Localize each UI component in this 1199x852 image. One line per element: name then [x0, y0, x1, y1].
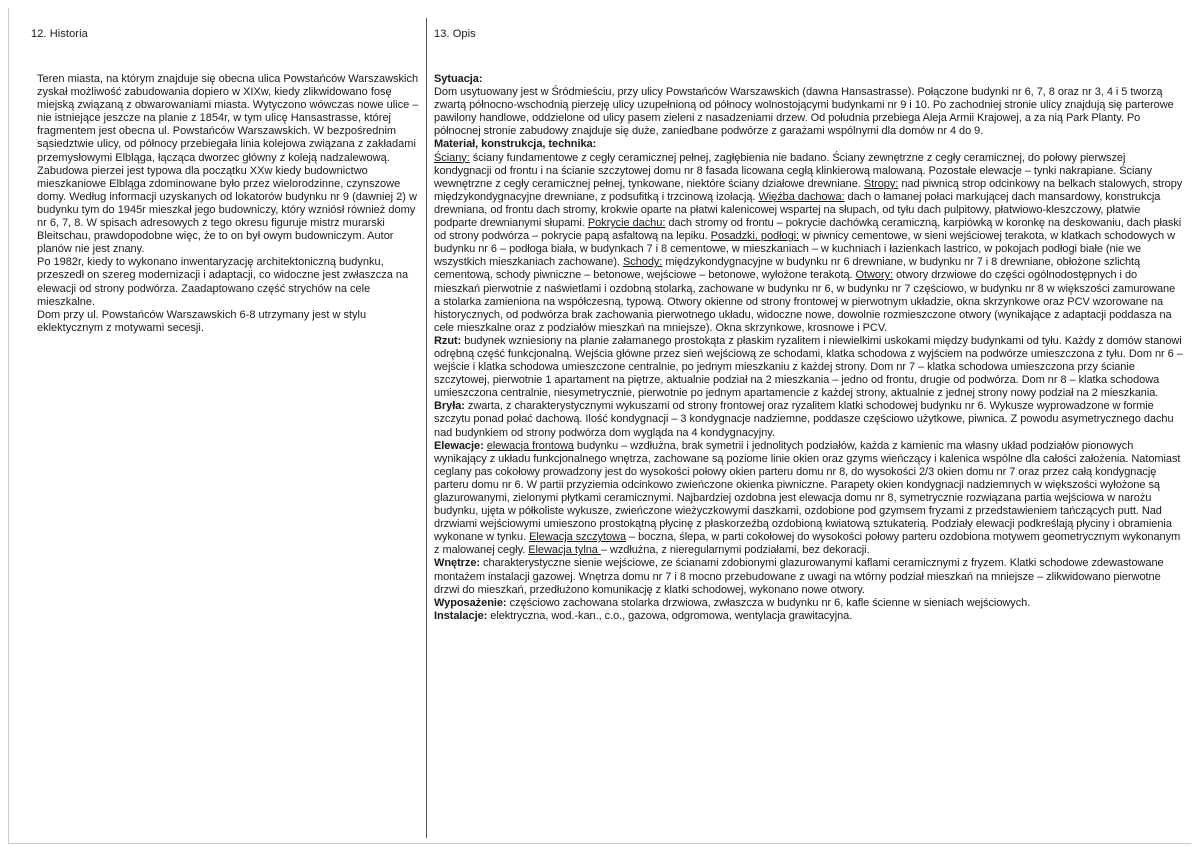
floors-text: w piwnicy cementowe, w sieni wejściowej terakota, w klatkach schodowych w budynku nr 6 – podłoga biała, w budynkach 7 i 8 cementowe, w mieszkaniach – w kuchniach i łazienkach lastrico, w pokojach podłogi białe (nie we wszystkich mieszkaniach zachowane).: [434, 230, 1175, 269]
installations-paragraph: [434, 610, 1184, 623]
roof-covering-text: dach stromy od frontu – pokrycie dachówką ceramiczną, karpiówką w koronkę na deskowaniu, dach płaski od strony podwórza – pokrycie papą asfaltową na lepiku.: [434, 217, 1182, 243]
installations-label: Instalacje:: [434, 609, 488, 622]
roof-covering-label: Pokrycie dachu:: [587, 217, 666, 230]
walls-label: Ściany:: [434, 151, 470, 164]
stairs-text: międzykondygnacyjne w budynku nr 6 drewniane, w budynku nr 7 i 8 drewniane, obłożone szlichtą cementową, schody piwniczne – betonowe, wejściowe – betonowe, wyłożone terakotą.: [434, 256, 1141, 282]
installations-text: elektryczna, wod.-kan., c.o., gazowa, odgromowa, wentylacja grawitacyjna.: [487, 609, 853, 622]
material-paragraph: [434, 152, 1184, 335]
plan-label: Rzut:: [434, 334, 462, 347]
facade-front-label: elewacja frontowa: [486, 439, 574, 452]
description-heading: 13. Opis: [434, 28, 476, 40]
roof-structure-label: Więźba dachowa:: [758, 190, 845, 203]
mass-paragraph: [434, 400, 1184, 439]
plan-text: budynek wzniesiony na planie załamanego prostokąta z płaskim ryzalitem i niewielkimi uskokami między budynkami od tyłu. Każdy z domów stanowi odrębną część funkcjonalną. Wejścia główne przez sień wejściową ze schodami, klatka schodowa z wyjściem na podwórze umieszczona z tyłu. Dom nr 6 – wejście i klatka schodowa umieszczone centralnie, po jednym mieszkaniu z każdej strony. Dom nr 7 – klatka schodowa umieszczona przy ścianie szczytowej, pierwotnie 1 apartament na piętrze, aktualnie podział na 2 mieszkania – jedno od frontu, drugie od podwórza. Dom nr 8 – klatka schodowa umieszczona centralnie, niesymetrycznie, pierwotnie po jednym apartamencie z każdej strony, aktualnie z jednej strony nowy podział na 2 mieszkania.: [434, 334, 1183, 400]
equipment-paragraph: [434, 597, 1184, 610]
walls-text: ściany fundamentowe z cegły ceramicznej pełnej, zagłębienia nie badano. Ściany zewnętrzne z cegły ceramicznej, do połowy pierwszej kondygnacji od frontu i na ścianie szczytowej domu nr 8 fasada licowana cegłą klinkierową malowaną. Pozostałe elewacje – tynki nakrapiane. Ściany wewnętrzne z cegły ceramicznej pełnej, tynkowane, niektóre ściany działowe drewniane.: [434, 151, 1152, 190]
equipment-text: częściowo zachowana stolarka drzwiowa, zwłaszcza w budynku nr 6, kafle ścienne w sieniach wejściowych.: [506, 596, 1031, 609]
facade-rear-label: Elewacja tylna: [528, 544, 601, 557]
floors-label: Posadzki, podłogi:: [710, 230, 800, 243]
plan-paragraph: [434, 335, 1184, 400]
facade-gable-label: Elewacja szczytowa: [529, 531, 627, 544]
interior-paragraph: [434, 557, 1184, 596]
ceilings-label: Stropy:: [863, 177, 899, 190]
mass-text: zwarta, z charakterystycznymi wykuszami od strony frontowej oraz ryzalitem klatki schodowej budynku nr 6. Wykusze wyprowadzone w formie szczytu ponad połać dachową. Ilość kondygnacji – 3 kondygnacje nadziemne, poddasze częściowo użytkowe, piwnica. Z powodu asymetrycznego dachu nad budynkiem od strony podwórza dom wygląda na 4 kondygnacyjny.: [434, 400, 1174, 439]
history-paragraph: Teren miasta, na którym znajduje się obecna ulica Powstańców Warszawskich zyskał możliwość zabudowania dopiero w XIXw, kiedy zlikwidowano fosę miejską związaną z obwarowaniami miasta. Wytyczono wówczas nowe ulice – nie istniejące jeszcze na planie z 1854r, w tym ulicę Hansastrasse, której fragmentem jest obecna ul. Powstańców Warszawskich. W bezpośrednim sąsiedztwie ulicy, od północy przebiegała linia kolejowa związana z zakładami przemysłowymi Elbląga, łącząca dworzec główny z koleją nadzalewową. Zabudowa pierzei jest typowa dla początku XXw kiedy budownictwo mieszkaniowe Elbląga zdominowane było przez wielorodzinne, czynszowe domy. Według informacji uzyskanych od lokatorów budynku nr 9 (dawniej 2) w budynku tym do 1945r mieszkał jego budowniczy, który wzniósł również domy nr 6, 7, 8. W spisach adresowych z tego okresu figuruje mistrz murarski Bleitschau, prawdopodobne więc, że to on był owym budowniczym. Autor planów nie jest znany.: [37, 73, 419, 256]
history-column: [37, 73, 420, 335]
situation-text: Dom usytuowany jest w Śródmieściu, przy ulicy Powstańców Warszawskich (dawna Hansastrasse). Połączone budynki nr 6, 7, 8 oraz nr 3, 4 i 5 tworzą zwartą północno-wschodnią pierzeję ulicy uzupełnioną od północy wolnostojącymi budynkami nr 9 i 10. Po zachodniej stronie ulicy znajdują się parterowe pawilony handlowe, oddzielone od ulicy pasem zieleni z nasadzeniami drzew. Od południa przebiega Aleja Armii Krajowej, a za nią Park Planty. Po północnej stronie zabudowy znajduje się duże, zaniedbane podwórze z garażami wspólnymi dla domów nr 4 do 9.: [434, 86, 1174, 138]
ceilings-text: nad piwnicą strop odcinkowy na belkach stalowych, stropy międzykondygnacyjne drewniane, z podsufitką i trzcinową izolacją.: [434, 177, 1183, 203]
interior-text: charakterystyczne sienie wejściowe, ze ścianami zdobionymi glazurowanymi kaflami ceramicznymi z fryzem. Klatki schodowe zdewastowane montażem instalacji gazowej. Wnętrza domu nr 7 i 8 mocno przebudowane z uwagi na wtórny podział mieszkań na mniejsze – zlikwidowano pierwotne drzwi do mieszkań, przedłużono komunikację z klatki schodowej, wykonano nowe otwory.: [434, 557, 1164, 596]
situation-title: Sytuacja:: [434, 73, 483, 85]
interior-label: Wnętrze:: [434, 557, 481, 570]
material-title: Materiał, konstrukcja, technika:: [434, 138, 597, 151]
mass-label: Bryła:: [434, 400, 465, 413]
equipment-label: Wyposażenie:: [434, 596, 507, 609]
history-paragraph: Dom przy ul. Powstańców Warszawskich 6-8 utrzymany jest w stylu eklektycznym z motywami secesji.: [37, 308, 367, 334]
history-heading: 12. Historia: [31, 28, 88, 40]
history-paragraph: Po 1982r, kiedy to wykonano inwentaryzację architektoniczną budynku, przeszedł on szereg modernizacji i adaptacji, co widoczne jest zwłaszcza na elewacji od strony podwórza. Zaadaptowano część strychów na cele mieszkalne.: [37, 256, 409, 308]
description-column: [434, 73, 1184, 623]
roof-structure-text: dach o łamanej połaci markującej dach mansardowy, konstrukcja drewniana, od frontu dach stromy, krokwie oparte na płatwi kalenicowej wspartej na słupach, od tyłu dach pulpitowy, płatwiowo-kleszczowy, płatwie podparte drewnianymi słupami.: [434, 190, 1161, 230]
facade-front-text: budynku – wzdłużna, brak symetrii i jednolitych podziałów, każda z kamienic ma własny układ podziałów pionowych wynikający z układu funkcjonalnego wnętrza, zachowane są poziome linie okien oraz gzyms wieńczący i kalenica wspólne dla całości założenia. Natomiast ceglany pas cokołowy prowadzony jest do wysokości połowy okien parteru domu nr 8, do wysokości 2/3 okien domu nr 7 oraz przez całą kondygnację parteru domu nr 6. W partii przyziemia odcinkowo zwieńczone okienka piwniczne. Parapety okien kondygnacji nadziemnych w większości wyłożone są glazurowanymi, zielonymi płytkami ceramicznymi. Najbardziej ozdobna jest elewacja domu nr 8, symetrycznie rozwiązana partia wejściowa w narożu budynku, ujęta w półkoliste wykusze, zwieńczone wieżyczkowymi daszkami, ozdobione pod gzymsem fryzami z przedstawieniem tańczących putt. Nad drzwiami wejściowymi umieszono prostokątną płycinę z płaskorzeźbą ozdobioną kwiatową sztukaterią. Podziały elewacji podkreślają płyciny i obramienia wykonane w tynku.: [434, 439, 1181, 544]
column-divider: [426, 18, 427, 838]
stairs-label: Schody:: [622, 256, 663, 269]
openings-label: Otwory:: [855, 269, 894, 282]
facades-paragraph: [434, 440, 1184, 558]
facades-label: Elewacje:: [434, 439, 484, 452]
facade-rear-text: – wzdłużna, z nieregularnymi podziałami, bez dekoracji.: [600, 544, 870, 557]
openings-text: otwory drzwiowe do części ogólnodostępnych i do mieszkań pierwotnie z naświetlami i ozdobną stolarką, zachowane w budynku nr 6, w budynku nr 7 częściowo, w budynku nr 8 w większości zamurowane a stolarka zamieniona na współczesną, typową. Otwory okienne od strony frontowej w pierwotnym układzie, okna skrzynkowe oraz PCV wzorowane na historycznych, od podwórza brak zachowania pierwotnego układu, widoczne nowe, dowolnie rozmieszczone otwory (wynikające z adaptacji poddasza na cele mieszkalne oraz z podziałów mieszkań na mniejsze). Okna skrzynkowe, krosnowe i PCV.: [434, 269, 1176, 334]
facade-gable-text: – boczna, ślepa, w parti cokołowej do wysokości połowy parteru ozdobiona motywem geometrycznym wykonanym z malowanej cegły.: [434, 531, 1181, 557]
